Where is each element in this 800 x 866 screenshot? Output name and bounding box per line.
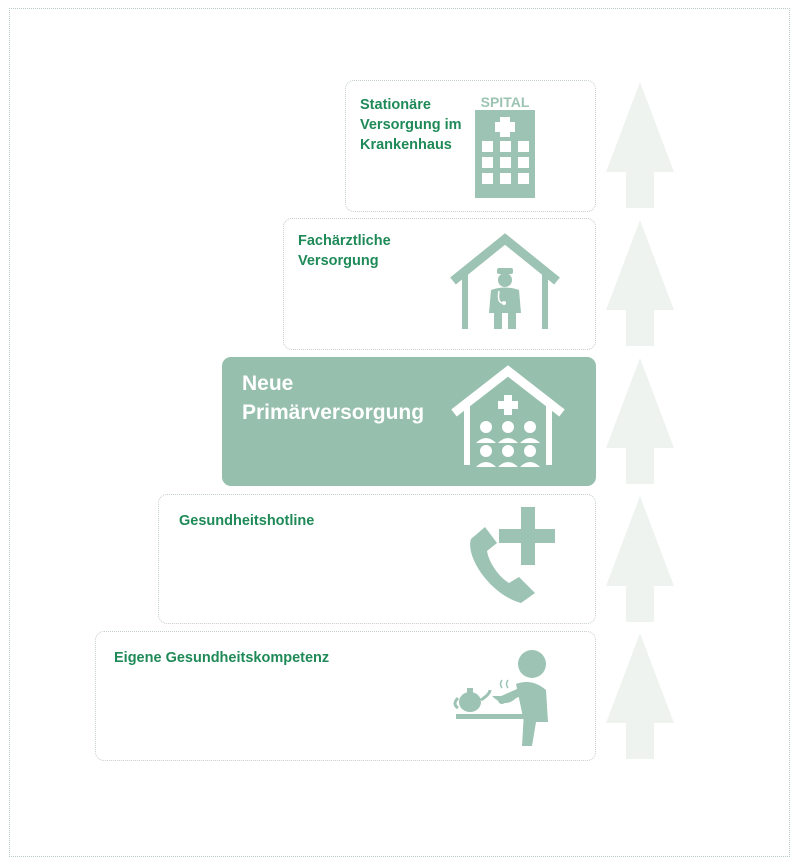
- phone-plus-icon: [463, 501, 555, 605]
- up-arrow-icon: [604, 356, 676, 486]
- up-arrow-icon: [604, 218, 676, 348]
- level-hotline: [158, 494, 596, 624]
- level-label: Neue Primärversorgung: [242, 372, 425, 424]
- level-label: Gesundheitshotline: [179, 513, 315, 529]
- hospital-sign: SPITAL: [480, 95, 530, 110]
- level-label: Stationäre Versorgung im Krankenhaus: [360, 97, 462, 153]
- level-stationaer: [345, 80, 596, 212]
- up-arrow-icon: [604, 494, 676, 624]
- up-arrow-icon: [604, 80, 676, 210]
- care-team-house-icon: [448, 365, 568, 469]
- hospital-building-icon: [474, 95, 538, 201]
- level-kompetenz: [95, 631, 596, 761]
- up-arrow-icon: [604, 631, 676, 761]
- level-fachaerztlich: [283, 218, 596, 350]
- level-primaer: [222, 357, 596, 486]
- level-label: Eigene Gesundheitskompetenz: [114, 650, 330, 666]
- doctor-house-icon: [447, 233, 565, 333]
- level-label: Fachärztliche Versorgung: [298, 233, 391, 269]
- person-tea-icon: [450, 646, 570, 752]
